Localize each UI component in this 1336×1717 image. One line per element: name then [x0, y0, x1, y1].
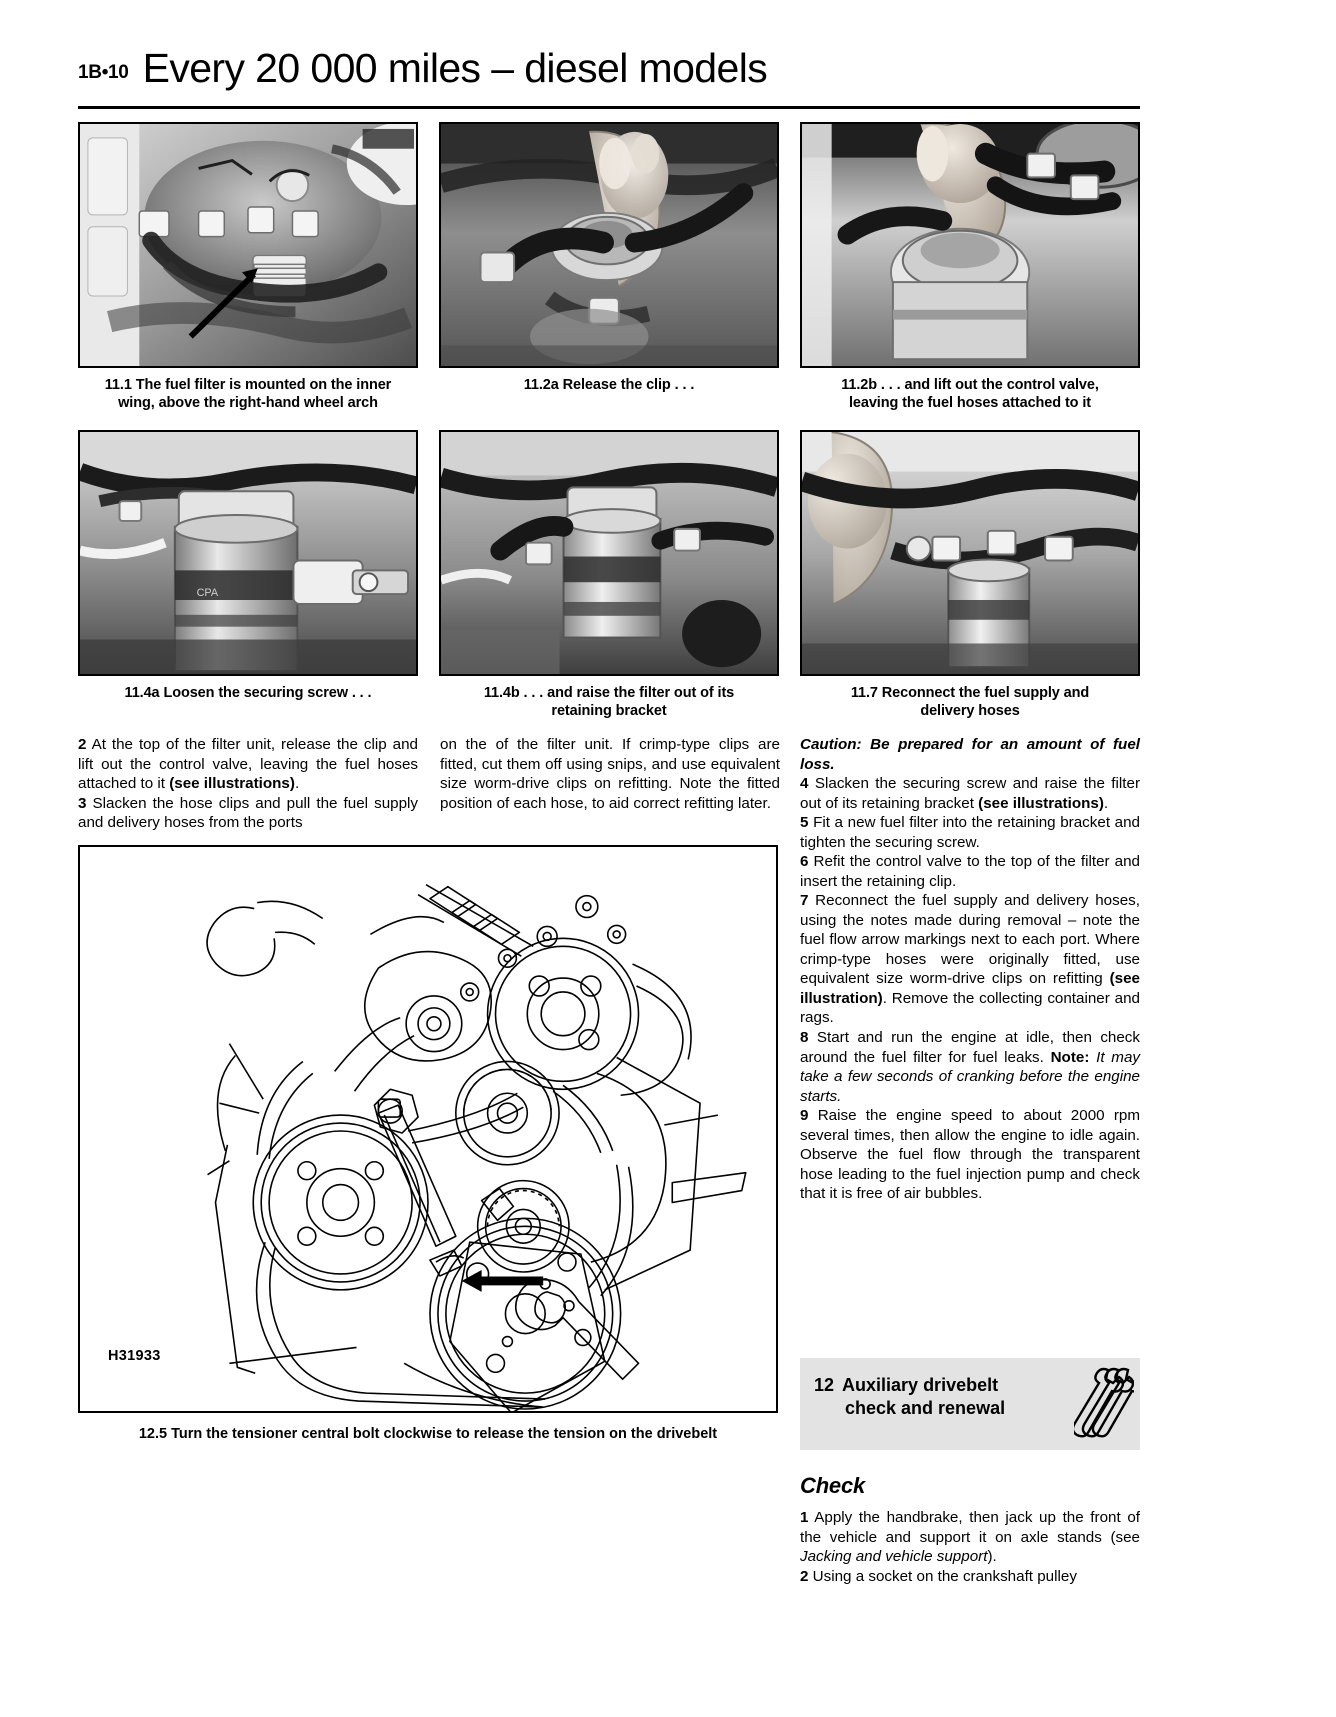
paragraph-number: 7	[800, 892, 809, 910]
body-column-left	[78, 735, 418, 833]
caption-line-1: 11.1 The fuel filter is mounted on the inner	[104, 377, 392, 393]
paragraph-number: 9	[800, 1107, 809, 1125]
paragraph-2	[78, 735, 418, 794]
caption-line-1: 11.4a Loosen the securing screw . . .	[124, 685, 372, 701]
photo-loosen-securing-screw	[78, 430, 418, 676]
figure-caption	[439, 685, 779, 720]
cross-reference: Jacking and vehicle support	[800, 1548, 988, 1566]
figure-caption	[800, 685, 1140, 720]
caption-line-2: delivery hoses	[920, 702, 1020, 719]
paragraph-text-end: ).	[987, 1548, 997, 1566]
caption-line-1: 11.4b . . . and raise the filter out of its	[483, 685, 735, 701]
figure-11-2a	[439, 122, 779, 412]
figure-caption	[439, 377, 779, 395]
diagram-caption: 12.5 Turn the tensioner central bolt clockwise to release the tension on the drivebelt	[138, 1426, 718, 1442]
caption-line-2: retaining bracket	[551, 702, 667, 719]
drivebelt-diagram	[80, 847, 776, 1411]
caption-line-1: 11.2b . . . and lift out the control valve,	[841, 377, 1099, 393]
photo-image	[802, 124, 1138, 367]
photo-release-the-clip	[439, 122, 779, 368]
svg-text:CPA: CPA	[196, 587, 219, 600]
paragraph-number: 5	[800, 814, 809, 832]
photo-image	[441, 432, 777, 675]
paragraph-number: 4	[800, 775, 809, 793]
page-header	[78, 45, 1140, 108]
paragraph-text: Using a socket on the crankshaft pulley	[808, 1567, 1077, 1585]
see-illustrations-ref: (see illustrations)	[169, 775, 295, 793]
paragraph-text: Slacken the hose clips and pull the fuel supply and delivery hoses from the ports	[78, 794, 418, 832]
paragraph-9	[800, 1106, 1140, 1204]
section-title-line-1: Auxiliary drivebelt	[842, 1375, 999, 1395]
section-number: 12	[814, 1375, 835, 1395]
paragraph-number: 8	[800, 1028, 809, 1046]
figure-caption	[78, 377, 418, 412]
body-column-middle	[440, 735, 780, 813]
drivebelt-diagram-box	[78, 845, 778, 1413]
paragraph-4	[800, 774, 1140, 813]
paragraph-6	[800, 852, 1140, 891]
figure-11-4a	[78, 430, 418, 720]
paragraph-number: 2	[800, 1567, 809, 1585]
paragraph-number: 6	[800, 853, 809, 871]
figure-caption	[800, 377, 1140, 412]
see-illustrations-ref: (see illustrations)	[978, 794, 1104, 812]
figure-row-1	[78, 122, 1140, 412]
paragraph-text: Fit a new fuel filter into the retaining bracket and tighten the securing screw.	[800, 814, 1140, 851]
paragraph-text: Apply the handbrake, then jack up the front of the vehicle and support it on axle stands (see	[800, 1509, 1140, 1546]
photo-image	[80, 432, 416, 675]
figure-11-4b	[439, 430, 779, 720]
paragraph-7	[800, 891, 1140, 1028]
page-title: Every 20 000 miles – diesel models	[142, 45, 768, 91]
paragraph-text: Slacken the securing screw and raise the filter out of its retaining bracket	[800, 775, 1140, 812]
section-heading-12	[800, 1358, 1140, 1450]
paragraph-8	[800, 1028, 1140, 1106]
photo-image	[802, 432, 1138, 675]
spanner-rating-icon	[1074, 1366, 1134, 1442]
paragraph-text: Reconnect the fuel supply and delivery hoses, using the notes made during removal – note the fuel flow arrow markings next to each port. Where crimp-type hoses were originally fitted, use equivalent size worm-drive clips on refitting	[800, 892, 1140, 988]
caption-line-2: leaving the fuel hoses attached to it	[848, 394, 1092, 411]
page-number: 1B•10	[78, 62, 129, 83]
paragraph-text: At the top of the filter unit, release the clip and lift out the control valve, leaving the fuel hoses attached to it	[78, 736, 418, 793]
paragraph-text: Raise the engine speed to about 2000 rpm several times, then allow the engine to idle again. Observe the fuel flow through the transparent hose leading to the fuel injection pump and check that it is free of air bubbles.	[800, 1107, 1140, 1203]
paragraph-text-end: . Remove the collecting container and rags.	[800, 989, 1140, 1027]
figure-row-2	[78, 430, 1140, 720]
paragraph-number: 2	[78, 736, 87, 753]
paragraph-3	[78, 794, 418, 833]
check-paragraph-1	[800, 1508, 1140, 1567]
check-paragraph-2	[800, 1567, 1140, 1587]
caution-note: Caution: Be prepared for an amount of fuel loss.	[800, 736, 1140, 773]
direction-arrow	[462, 1270, 543, 1292]
paragraph-text-end: .	[1103, 794, 1109, 812]
section-heading-text	[814, 1374, 1005, 1420]
body-column-right-lower	[800, 1508, 1140, 1586]
photo-raise-filter-out-of-bracket	[439, 430, 779, 676]
note-text: It may take a few seconds of cranking before the engine starts.	[800, 1048, 1140, 1105]
photo-fuel-filter-inner-wing	[78, 122, 418, 368]
photo-reconnect-fuel-hoses	[800, 430, 1140, 676]
paragraph-text-end: .	[294, 775, 300, 793]
figure-caption	[78, 685, 418, 703]
caption-line-1: 11.7 Reconnect the fuel supply and	[850, 685, 1090, 701]
figure-11-7	[800, 430, 1140, 720]
figure-11-2b	[800, 122, 1140, 412]
caption-line-1: 11.2a Release the clip . . .	[523, 377, 695, 393]
photo-image	[441, 124, 777, 367]
photo-lift-out-control-valve	[800, 122, 1140, 368]
caption-line-2: wing, above the right-hand wheel arch	[118, 394, 378, 411]
paragraph-number: 1	[800, 1509, 809, 1526]
paragraph-text: Start and run the engine at idle, then check around the fuel filter for fuel leaks.	[800, 1028, 1140, 1066]
header-divider	[78, 106, 1140, 109]
paragraph-5	[800, 813, 1140, 852]
paragraph-continuation: on the of the filter unit. If crimp-type clips are fitted, cut them off using snips, and use equivalent size worm-drive clips on refitting. Note the fitted position of each hose, to aid correct refitting later.	[440, 736, 780, 812]
paragraph-text: Refit the control valve to the top of the filter and insert the retaining clip.	[800, 853, 1140, 890]
photo-image	[80, 124, 416, 367]
subsection-heading-check: Check	[800, 1473, 866, 1498]
body-column-right	[800, 735, 1140, 1204]
paragraph-number: 3	[78, 794, 87, 812]
diagram-reference-code: H31933	[108, 1348, 161, 1364]
section-title-line-2: check and renewal	[845, 1398, 1006, 1419]
figure-11-1	[78, 122, 418, 412]
note-label: Note:	[1050, 1048, 1090, 1066]
see-illustration-ref: (see illustration)	[800, 970, 1140, 1007]
